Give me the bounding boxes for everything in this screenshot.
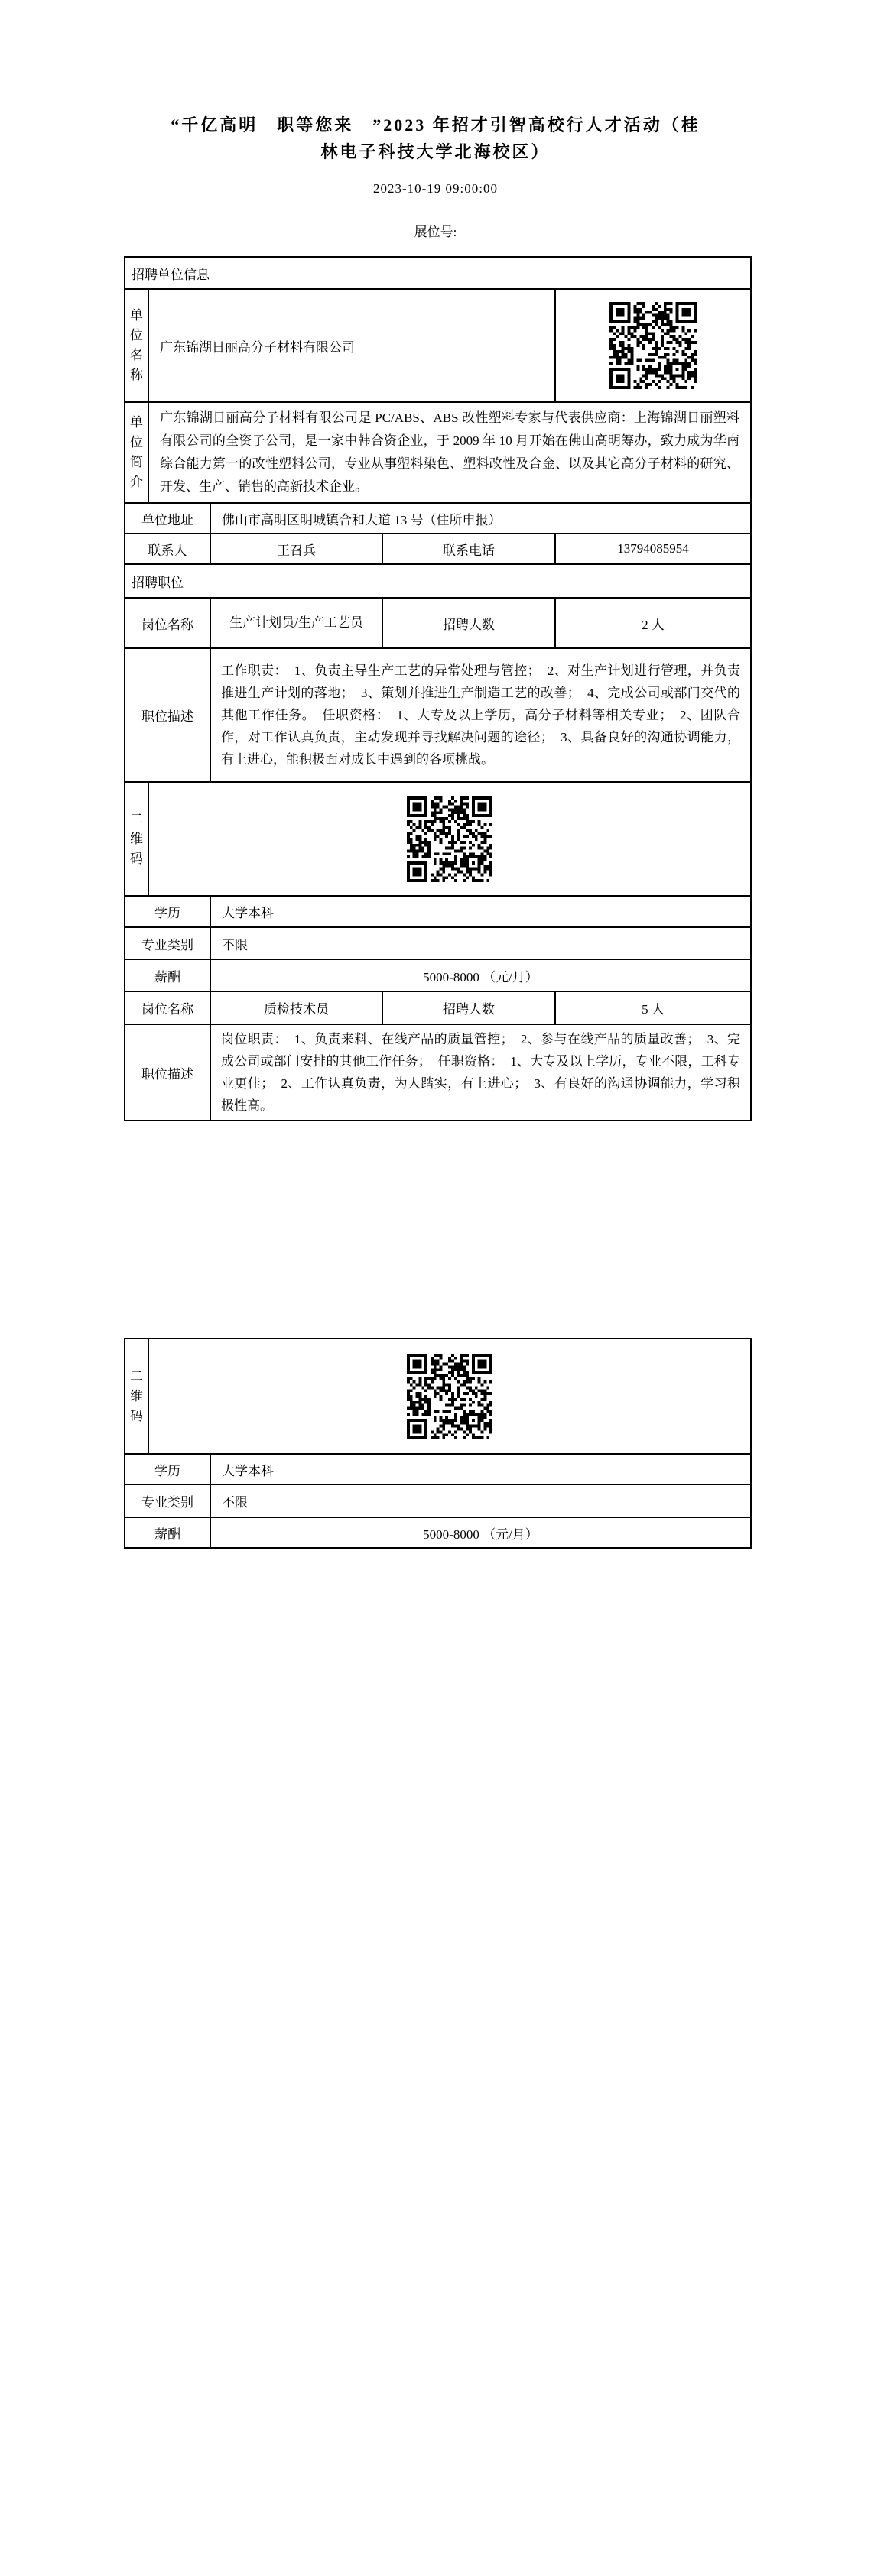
label-job-description: 职位描述	[125, 1024, 210, 1121]
label-headcount: 招聘人数	[382, 991, 555, 1024]
event-datetime: 2023-10-19 09:00:00	[372, 181, 499, 196]
booth-number-label: 展位号:	[414, 225, 457, 239]
company-qr-cell	[555, 289, 751, 402]
job2-description: 岗位职责： 1、负责来料、在线产品的质量管控； 2、参与在线产品的质量改善； 3、完成公司或部门安排的其他工作任务； 任职资格： 1、大专及以上学历，专业不限，工科专业更佳； 2、工作认真负责，为人踏实，有上进心； 3、有良好的沟通协调能力，学习积极性高。	[210, 1024, 751, 1121]
job2-salary: 5000-8000 （元/月）	[210, 1517, 751, 1548]
label-unit-intro: 单位简介	[125, 402, 148, 503]
label-salary: 薪酬	[125, 959, 210, 991]
job2-headcount: 5 人	[555, 991, 751, 1024]
job1-salary: 5000-8000 （元/月）	[210, 959, 751, 991]
company-intro: 广东锦湖日丽高分子材料有限公司是 PC/ABS、ABS 改性塑料专家与代表供应商：上海锦湖日丽塑料有限公司的全资子公司，是一家中韩合资企业，于 2009 年 10 月开始在佛山高明筹办，致力成为华南综合能力第一的改性塑料公司，专业从事塑料染色、塑料改性及合金、以及其它高分子材料的研究、开发、生产、销售的高新技术企业。	[148, 402, 751, 503]
label-job-title: 岗位名称	[125, 991, 210, 1024]
label-contact-phone: 联系电话	[382, 534, 555, 564]
job2-qr-cell	[148, 1338, 751, 1454]
employer-table	[124, 256, 752, 1121]
label-salary: 薪酬	[125, 1517, 210, 1548]
section-employer-info: 招聘单位信息	[125, 257, 751, 289]
label-headcount: 招聘人数	[382, 598, 555, 648]
contact-phone: 13794085954	[555, 534, 751, 564]
label-major-category: 专业类别	[125, 1484, 210, 1517]
job2-title: 质检技术员	[210, 991, 382, 1024]
label-qr-code: 二维码	[125, 1338, 148, 1454]
label-contact-person: 联系人	[125, 534, 210, 564]
qr-code	[407, 1354, 492, 1439]
job2-education: 大学本科	[210, 1454, 751, 1484]
page-title-line1: “千亿高明 职等您来 ”2023 年招才引智高校行人才活动（桂	[171, 115, 700, 135]
label-unit-name: 单位名称	[125, 289, 148, 402]
label-unit-address: 单位地址	[125, 503, 210, 534]
contact-person: 王召兵	[210, 534, 382, 564]
section-jobs: 招聘职位	[125, 564, 751, 598]
label-job-title: 岗位名称	[125, 598, 210, 648]
job2-continuation-table	[124, 1338, 752, 1549]
label-education: 学历	[125, 1454, 210, 1484]
label-education: 学历	[125, 896, 210, 927]
job1-title: 生产计划员/生产工艺员	[210, 598, 382, 648]
page-title-line2: 林电子科技大学北海校区）	[320, 142, 551, 161]
company-name: 广东锦湖日丽高分子材料有限公司	[148, 289, 555, 402]
label-job-description: 职位描述	[125, 648, 210, 782]
qr-code	[407, 796, 492, 882]
job1-major: 不限	[210, 927, 751, 959]
company-address: 佛山市高明区明城镇合和大道 13 号（住所申报）	[210, 503, 751, 534]
label-major-category: 专业类别	[125, 927, 210, 959]
job1-education: 大学本科	[210, 896, 751, 927]
label-qr-code: 二维码	[125, 782, 148, 896]
job1-qr-cell	[148, 782, 751, 896]
job1-description: 工作职责： 1、负责主导生产工艺的异常处理与管控； 2、对生产计划进行管理，并负责推进生产计划的落地； 3、策划并推进生产制造工艺的改善； 4、完成公司或部门交代的其他工作任务。 任职资格： 1、大专及以上学历，高分子材料等相关专业； 2、团队合作，对工作认真负责，主动发现并寻找解决问题的途径； 3、具备良好的沟通协调能力，有上进心，能积极面对成长中遇到的各项挑战。	[210, 648, 751, 782]
job1-headcount: 2 人	[555, 598, 751, 648]
document-page	[0, 112, 871, 2576]
qr-code	[609, 302, 697, 389]
job2-major: 不限	[210, 1484, 751, 1517]
page-title	[122, 112, 749, 165]
